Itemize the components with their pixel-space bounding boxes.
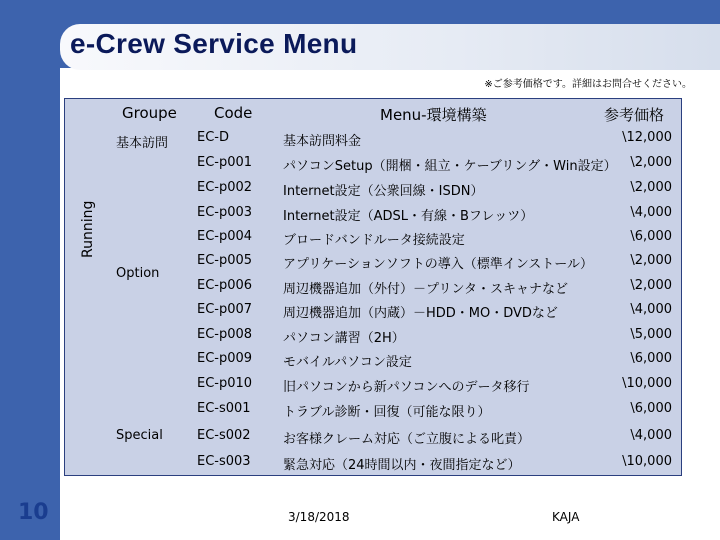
row-code: EC-p003	[197, 205, 253, 220]
row-menu: トラブル診断・回復（可能な限り）	[283, 405, 491, 420]
row-menu: 基本訪問料金	[283, 134, 362, 149]
left-sidebar-band	[0, 0, 60, 540]
row-price: \4,000	[630, 428, 672, 443]
row-code: EC-s003	[197, 454, 251, 469]
header-price: 参考価格	[604, 106, 665, 124]
row-code: EC-p010	[197, 376, 253, 391]
price-note: ※ご参考価格です。詳細はお問合せください。	[484, 79, 692, 90]
row-menu: 周辺機器追加（内蔵）－HDD・MO・DVDなど	[283, 306, 558, 321]
row-menu: Internet設定（ADSL・有線・Bフレッツ）	[283, 209, 534, 224]
row-menu: パソコン講習（2H）	[283, 331, 405, 346]
row-price: \4,000	[630, 205, 672, 220]
row-price: \6,000	[630, 229, 672, 244]
footer-date: 3/18/2018	[288, 510, 350, 524]
row-price: \2,000	[630, 180, 672, 195]
slide-title: e-Crew Service Menu	[70, 28, 358, 59]
row-menu: モバイルパソコン設定	[283, 355, 412, 370]
row-menu: 周辺機器追加（外付）－プリンタ・スキャナなど	[283, 282, 568, 297]
header-groupe: Groupe	[122, 104, 177, 122]
row-price: \2,000	[630, 253, 672, 268]
header-menu: Menu-環境構築	[380, 106, 487, 124]
row-code: EC-p008	[197, 327, 253, 342]
row-menu: パソコンSetup（開梱・組立・ケーブリング・Win設定）	[283, 159, 617, 174]
row-menu: お客様クレーム対応（ご立腹による叱責）	[283, 432, 531, 447]
page-number: 10	[18, 500, 49, 525]
row-menu: Internet設定（公衆回線・ISDN）	[283, 184, 484, 199]
row-code: EC-s002	[197, 428, 251, 443]
group-option: Option	[116, 266, 160, 281]
row-price: \6,000	[630, 351, 672, 366]
footer-author: KAJA	[552, 510, 580, 524]
row-price: \2,000	[630, 155, 672, 170]
row-menu: 旧パソコンから新パソコンへのデータ移行	[283, 380, 530, 395]
row-code: EC-s001	[197, 401, 251, 416]
row-price: \4,000	[630, 302, 672, 317]
group-kihon: 基本訪問	[116, 136, 169, 151]
row-price: \12,000	[622, 130, 672, 145]
row-code: EC-p002	[197, 180, 253, 195]
row-code: EC-p009	[197, 351, 253, 366]
running-label: Running	[80, 200, 96, 258]
row-code: EC-p006	[197, 278, 253, 293]
row-menu: ブロードバンドルータ接続設定	[283, 233, 465, 248]
row-price: \2,000	[630, 278, 672, 293]
row-menu: アプリケーションソフトの導入（標準インストール）	[283, 257, 594, 272]
header-code: Code	[214, 104, 253, 122]
row-price: \5,000	[630, 327, 672, 342]
row-price: \10,000	[622, 454, 672, 469]
group-special: Special	[116, 428, 163, 443]
row-code: EC-D	[197, 130, 229, 145]
row-price: \6,000	[630, 401, 672, 416]
row-menu: 緊急対応（24時間以内・夜間指定など）	[283, 458, 521, 473]
row-code: EC-p004	[197, 229, 253, 244]
row-code: EC-p005	[197, 253, 253, 268]
row-price: \10,000	[622, 376, 672, 391]
row-code: EC-p001	[197, 155, 253, 170]
row-code: EC-p007	[197, 302, 253, 317]
